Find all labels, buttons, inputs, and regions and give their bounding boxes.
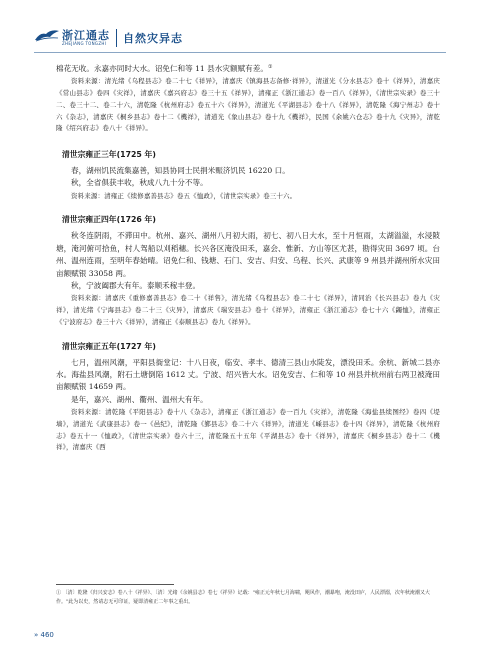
body-paragraph: 秋，宁波阖郡大有年。泰顺禾稼丰登。 [71, 281, 201, 291]
footnote-ref[interactable]: ① [267, 64, 273, 70]
section-title: 清世宗雍正四年(1726 年) [62, 215, 156, 225]
page-body [56, 61, 440, 454]
page-number-value: 460 [40, 631, 54, 639]
footnote-text: 〔清〕乾隆《归兴安志》卷八十《祥异》、〔清〕光绪《余姚县志》卷七《祥异》记载："雍正元年秋七月海啸，飓风作，潮暴咆，淹没田庐，人民漂溺，次年秋淹潮又大作。"此为以史，然请志无可印证，疑即清雍正二年事之重出。 [56, 590, 430, 605]
body-paragraph: 秋，全省俱获丰收，秋成八九十分不等。 [71, 178, 208, 188]
page-header [0, 0, 480, 58]
intro-text: 棉花无收。永嘉亦同时大水。诏免仁和等 11 县水灾额赋有差。 [56, 64, 268, 73]
section-title: 清世宗雍正五年(1727 年) [62, 341, 156, 351]
source-note: 资料来源：清乾隆《平阳县志》卷十八《杂志》，清雍正《浙江通志》卷一百九《灾祥》，清乾隆《海盐县续图经》卷四《堤墙》，清道光《武康县志》卷一《邑纪》，清乾隆《鄞县志》卷二十六《祥异》，清道光《嵊县志》卷十四《祥异》，清乾隆《杭州府志》卷五十一《恤政》，《清世宗实录》卷六十三，清乾隆五十五年《平湖县志》卷十《祥异》，清嘉庆《桐乡县志》卷十二《機祥》，清嘉庆《西 [56, 408, 440, 452]
section-title: 清世宗雍正三年(1725 年) [62, 149, 156, 159]
footnote-divider [56, 584, 174, 585]
book-title: 自然灾异志 [123, 32, 183, 45]
source-note: 资料来源：清嘉庆《重修嘉善县志》卷二十《祥售》，清光绪《乌程县志》卷二十七《祥异》，清同治《长兴县志》卷九《灾祥》，清光绪《宁海县志》卷二十三《灾异》，清嘉庆《瑞安县志》卷十《祥异》，清雍正《浙江通志》卷七十六《蠲恤》，清雍正《宁波府志》卷三十六《祥异》，清雍正《泰顺县志》卷九《祥异》。 [56, 294, 440, 326]
body-paragraph: 春，湖州饥民流集嘉善，知县协同士民捐米赈济饥民 16220 口。 [71, 165, 290, 175]
header-rule [34, 52, 446, 53]
body-paragraph: 七月，温州风潮，平阳县衙堂记：十八日夜，临安、孝丰、德清三县山水陡发，漂没田禾。余杭、新城二县亦水。海盐县风潮，附石土塘倒陷 1612 丈。宁波、绍兴皆大水。诏免安吉、仁和等 10 州县并杭州前右两卫被淹田亩额赋银 14659 两。 [56, 357, 440, 392]
logo-emblem-icon [34, 28, 60, 42]
body-paragraph: 秋冬连阴雨，不滞田中。杭州、嘉兴、湖州八月初大雨，初七、初八日大水，至十月恒雨，太湖溢溢，水浸陂塘，淹河俯可拾鱼，村人驾船以刈稻穗。长兴各区淹没田禾，嘉会、惟新、方山等区尤甚，勘得灾田 3697 顷。台州、温州连雨，至明年春始晴。诏免仁和、钱塘、石门、安吉、归安、乌程、长兴、武康等 9 州县并湖州所水灾田亩额赋银 33058 两。 [56, 231, 440, 278]
footnote-mark: ① [56, 590, 62, 596]
intro-source: 资料来源：清光绪《乌程县志》卷二十七《祥异》，清嘉庆《镇海县志备修·祥异》，清道光《分水县志》卷十《祥异》，清嘉庆《常山县志》卷四《灾祥》，清嘉庆《嘉兴府志》卷三十五《祥异》，清雍正《浙江通志》卷一百八《祥异》，《清世宗实录》卷三十二、卷三十二、卷二十六，清乾隆《杭州府志》卷五十六《祥异》，清道光《平湖县志》卷十八《祥异》，清乾隆《海宁州志》卷十六《杂志》，清嘉庆《桐乡县志》卷十二《機祥》，清道光《象山县志》卷十九《機祥》，民国《余姚六仓志》卷十九《灾异》，清乾隆《绍兴府志》卷八十《祥异》。 [56, 77, 440, 133]
logo-text: 浙江通志 [62, 29, 110, 42]
source-note: 资料来源：清雍正《续修嘉善县志》卷五《恤政》，《清世宗实录》卷三十六。 [71, 191, 297, 200]
footnote [56, 589, 440, 607]
logo-subtitle: ZHEJIANG TONGZHI [62, 41, 107, 46]
body-paragraph: 是年，嘉兴、湖州、衢州、温州大有年。 [71, 394, 208, 404]
header-divider [116, 29, 117, 47]
intro-paragraph [56, 61, 440, 75]
page-number: » 460 [34, 631, 54, 639]
